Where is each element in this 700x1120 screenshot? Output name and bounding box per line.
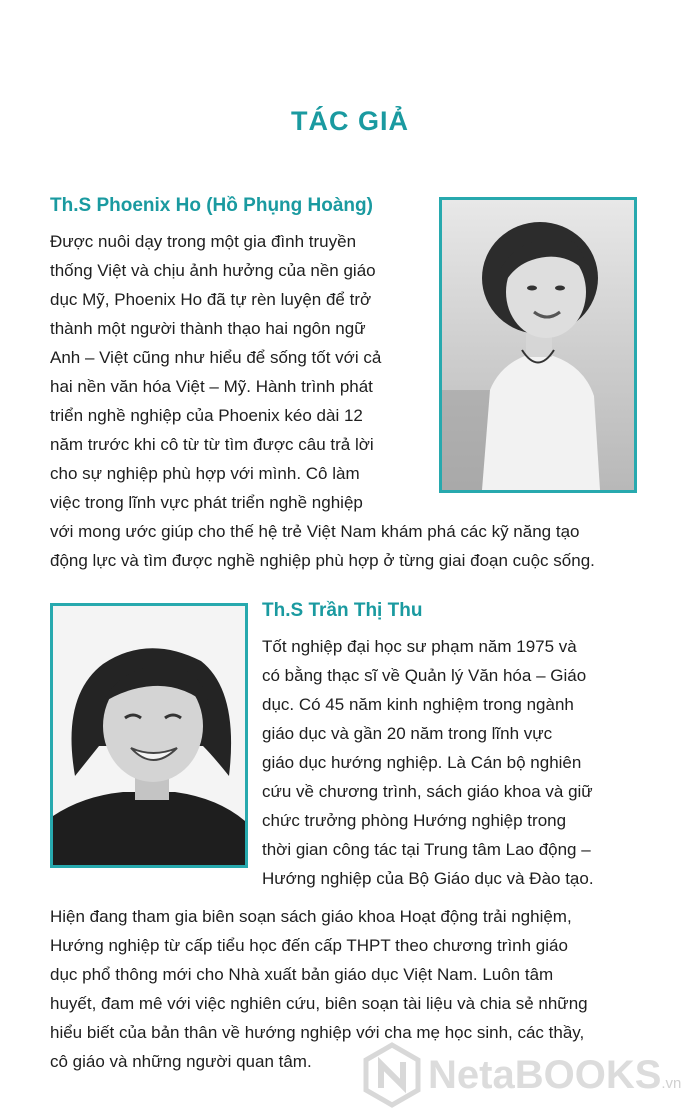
bio-line: cô giáo và những người quan tâm. bbox=[50, 1052, 312, 1071]
bio-line: giáo dục và gần 20 năm trong lĩnh vực bbox=[262, 724, 553, 743]
watermark-suffix: .vn bbox=[661, 1074, 682, 1092]
bio-line: dục phổ thông mới cho Nhà xuất bản giáo dục Việt Nam. Luôn tâm bbox=[50, 965, 554, 984]
bio-line: Anh – Việt cũng như hiểu để sống tốt với cả bbox=[50, 348, 382, 367]
bio-line: năm trước khi cô từ từ tìm được câu trả lời bbox=[50, 435, 374, 454]
bio-line: Hiện đang tham gia biên soạn sách giáo khoa Hoạt động trải nghiệm, bbox=[50, 907, 572, 926]
bio-line: cứu về chương trình, sách giáo khoa và giữ bbox=[262, 782, 593, 801]
bio-line: huyết, đam mê với việc nghiên cứu, biên soạn tài liệu và chia sẻ những bbox=[50, 994, 588, 1013]
section-title: TÁC GIẢ bbox=[291, 106, 409, 136]
bio-line: thống Việt và chịu ảnh hưởng của nền giáo bbox=[50, 261, 376, 280]
bio-line: động lực và tìm được nghề nghiệp phù hợp ở từng giai đoạn cuộc sống. bbox=[50, 551, 595, 570]
bio-line: Hướng nghiệp từ cấp tiểu học đến cấp THPT theo chương trình giáo bbox=[50, 936, 568, 955]
author-bio-tran-thi-thu bbox=[262, 632, 594, 893]
author-name-tran-thi-thu: Th.S Trần Thị Thu bbox=[262, 600, 423, 621]
author-bio-phoenix-ho bbox=[50, 227, 381, 517]
bio-line: với mong ước giúp cho thế hệ trẻ Việt Nam khám phá các kỹ năng tạo bbox=[50, 522, 580, 541]
bio-line: dục Mỹ, Phoenix Ho đã tự rèn luyện để trở bbox=[50, 290, 372, 309]
bio-line: cho sự nghiệp phù hợp với mình. Cô làm bbox=[50, 464, 360, 483]
bio-line: việc trong lĩnh vực phát triển nghề nghiệp bbox=[50, 493, 363, 512]
bio-line: triển nghề nghiệp của Phoenix kéo dài 12 bbox=[50, 406, 363, 425]
author-photo-tran-thi-thu bbox=[50, 603, 248, 868]
bio-line: Tốt nghiệp đại học sư phạm năm 1975 và bbox=[262, 637, 577, 656]
bio-line: thành một người thành thạo hai ngôn ngữ bbox=[50, 319, 366, 338]
bio-line: dục. Có 45 năm kinh nghiệm trong ngành bbox=[262, 695, 574, 714]
bio-line: giáo dục hướng nghiệp. Là Cán bộ nghiên bbox=[262, 753, 582, 772]
author-name-phoenix-ho: Th.S Phoenix Ho (Hồ Phụng Hoàng) bbox=[50, 195, 373, 216]
author-photo-phoenix-ho bbox=[439, 197, 637, 493]
author-bio-phoenix-ho-continued bbox=[50, 517, 595, 575]
bio-line: hiểu biết của bản thân về hướng nghiệp với cha mẹ học sinh, các thầy, bbox=[50, 1023, 585, 1042]
bio-line: Được nuôi dạy trong một gia đình truyền bbox=[50, 232, 357, 251]
bio-line: chức trưởng phòng Hướng nghiệp trong bbox=[262, 811, 567, 830]
bio-line: Hướng nghiệp của Bộ Giáo dục và Đào tạo. bbox=[262, 869, 594, 888]
bio-line: có bằng thạc sĩ về Quản lý Văn hóa – Giáo bbox=[262, 666, 587, 685]
watermark-brand: NetaBOOKS.vn bbox=[428, 1052, 682, 1097]
netabooks-logo-icon bbox=[362, 1042, 422, 1108]
bio-line: thời gian công tác tại Trung tâm Lao động – bbox=[262, 840, 591, 859]
bio-line: hai nền văn hóa Việt – Mỹ. Hành trình phát bbox=[50, 377, 373, 396]
netabooks-watermark bbox=[362, 1040, 692, 1110]
